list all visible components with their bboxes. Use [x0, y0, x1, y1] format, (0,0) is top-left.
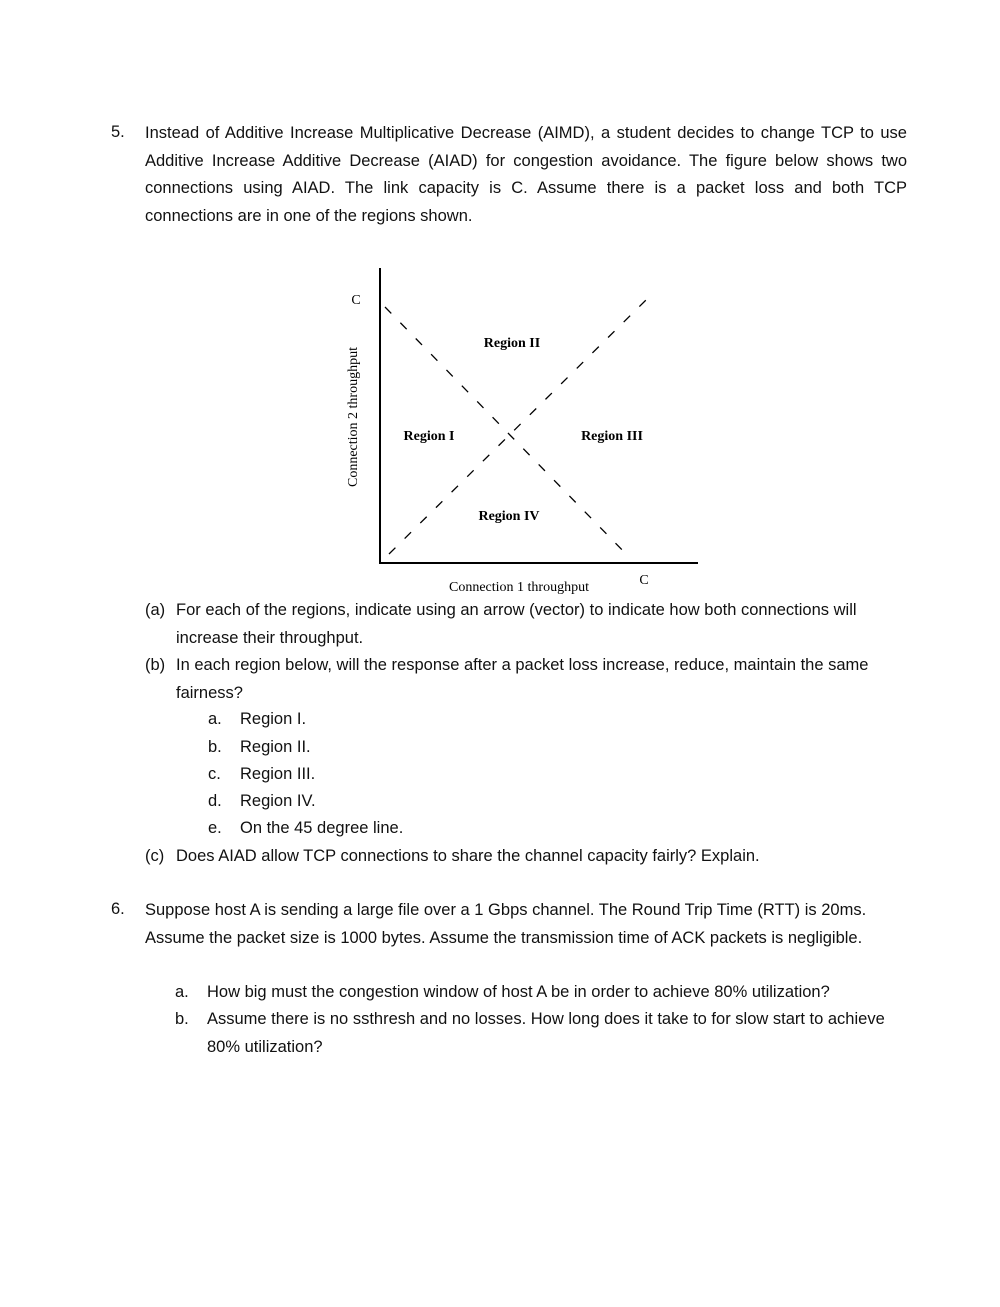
- q5-number: 5.: [111, 123, 125, 141]
- y-axis-label: Connection 2 throughput: [346, 347, 361, 487]
- q5-part-c-text: Does AIAD allow TCP connections to share the channel capacity fairly? Explain.: [176, 847, 760, 865]
- y-capacity-label: C: [351, 293, 361, 308]
- q5-b-item-e-text: On the 45 degree line.: [240, 819, 404, 837]
- q5-b-item-b-text: Region II.: [240, 738, 311, 756]
- q6-item-a-text: How big must the congestion window of host A be in order to achieve 80% utilization?: [207, 983, 830, 1001]
- q5-part-a-text: For each of the regions, indicate using an arrow (vector) to indicate how both connections will increase their throughput.: [176, 601, 857, 647]
- region-2-label: Region II: [483, 336, 541, 351]
- q6-item-b-text: Assume there is no ssthresh and no losses. How long does it take to for slow start to achieve 80% utilization?: [207, 1010, 885, 1056]
- q5-b-item-a-label: a.: [208, 710, 222, 728]
- q6-number: 6.: [111, 900, 125, 918]
- q5-intro: Instead of Additive Increase Multiplicative Decrease (AIMD), a student decides to change TCP to use Additive Increase Additive Decrease (AIAD) for congestion avoidance. The figure below shows two connections using AIAD. The link capacity is C. Assume there is a packet loss and both TCP connections are in one of the regions shown.: [145, 124, 907, 225]
- x-axis-label: Connection 1 throughput: [449, 580, 589, 595]
- q5-part-b-text: In each region below, will the response after a packet loss increase, reduce, maintain the same fairness?: [176, 656, 869, 702]
- q5-b-item-e-label: e.: [208, 819, 222, 837]
- q5-b-item-d-label: d.: [208, 792, 222, 810]
- region-4-label: Region IV: [478, 509, 540, 524]
- region-1-label: Region I: [403, 429, 455, 444]
- q5-part-c-label: (c): [145, 847, 165, 865]
- q5-b-item-c-label: c.: [208, 765, 221, 783]
- q5-b-item-a-text: Region I.: [240, 710, 307, 728]
- q5-part-b-label: (b): [145, 656, 166, 674]
- x-capacity-label: C: [639, 573, 649, 588]
- q5-b-item-d-text: Region IV.: [240, 792, 316, 810]
- q5-b-item-b-label: b.: [208, 738, 222, 756]
- region-3-label: Region III: [581, 429, 643, 444]
- q6-item-b-label: b.: [175, 1010, 189, 1028]
- q5-part-a-label: (a): [145, 601, 166, 619]
- q6-intro: Suppose host A is sending a large file over a 1 Gbps channel. The Round Trip Time (RTT) is 20ms. Assume the packet size is 1000 bytes. Assume the transmission time of ACK packets is negligible.: [145, 901, 867, 947]
- q6-item-a-label: a.: [175, 983, 189, 1001]
- q5-b-item-c-text: Region III.: [240, 765, 316, 783]
